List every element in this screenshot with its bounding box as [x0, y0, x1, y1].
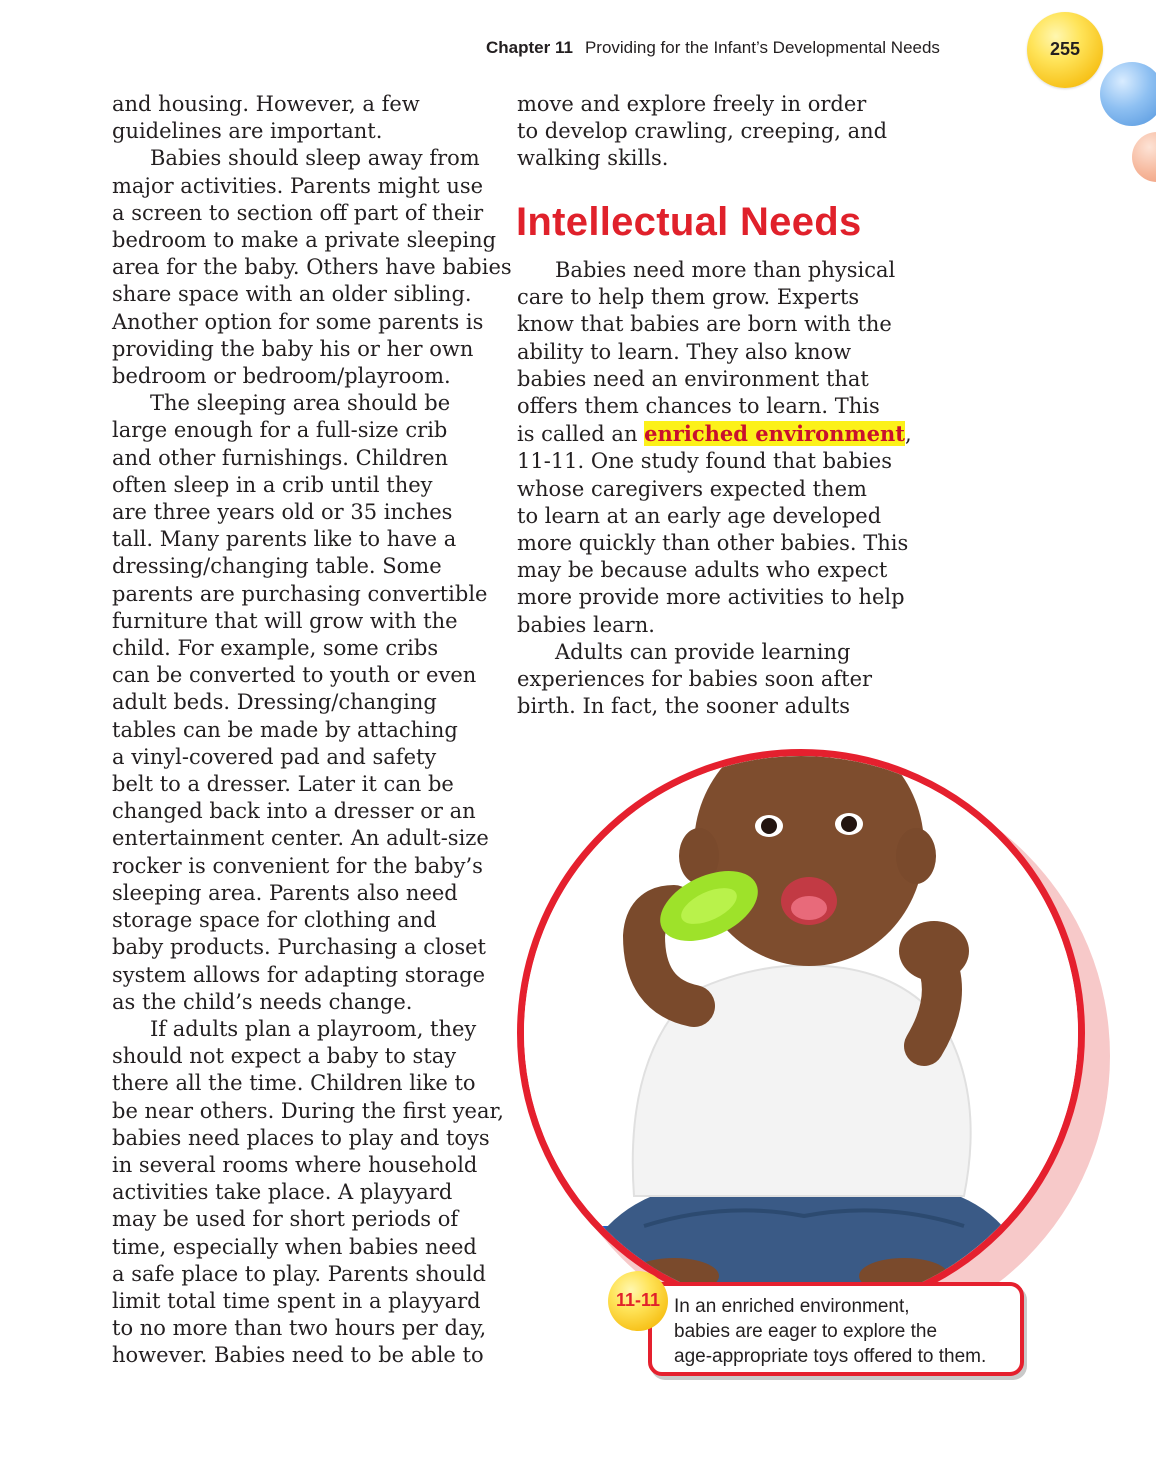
text-fragment: is called an — [517, 422, 645, 447]
text-line: in several rooms where household — [112, 1152, 478, 1177]
text-line: experiences for babies soon after — [517, 667, 873, 692]
text-line: parents are purchasing convertible — [112, 581, 488, 606]
text-line: ability to learn. They also know — [517, 339, 852, 364]
text-line: The sleeping area should be — [150, 391, 451, 416]
text-line: babies learn. — [517, 612, 655, 637]
running-header — [486, 38, 940, 58]
text-line: rocker is convenient for the baby’s — [112, 853, 483, 878]
paragraph — [517, 91, 897, 173]
text-line: move and explore freely in order — [517, 92, 867, 116]
right-column-body — [517, 257, 912, 720]
text-line: tall. Many parents like to have a — [112, 527, 457, 552]
text-line: often sleep in a crib until they — [112, 472, 433, 497]
text-line: and other furnishings. Children — [112, 445, 449, 470]
text-line: dressing/changing table. Some — [112, 554, 442, 579]
section-heading: Intellectual Needs — [516, 200, 862, 244]
caption-line: In an enriched environment, — [674, 1296, 910, 1317]
text-line: tables can be made by attaching — [112, 717, 458, 742]
text-line: babies need places to play and toys — [112, 1125, 490, 1150]
figure-photo-baby — [517, 749, 1085, 1317]
text-line: care to help them grow. Experts — [517, 285, 860, 310]
text-line: Adults can provide learning — [555, 639, 851, 664]
text-line: a safe place to play. Parents should — [112, 1261, 486, 1286]
chapter-label: Chapter 11 — [486, 38, 573, 57]
text-line: more quickly than other babies. This — [517, 531, 909, 556]
text-line: may be used for short periods of — [112, 1207, 459, 1232]
text-line: sleeping area. Parents also need — [112, 880, 458, 905]
text-line: belt to a dresser. Later it can be — [112, 772, 454, 797]
baby-illustration — [524, 756, 1078, 1310]
paragraph — [112, 91, 482, 145]
right-column-top — [517, 91, 897, 173]
text-line: to no more than two hours per day, — [112, 1316, 487, 1341]
text-line: large enough for a full-size crib — [112, 418, 448, 443]
text-line: there all the time. Children like to — [112, 1071, 476, 1096]
figure-number: 11-11 — [615, 1290, 661, 1310]
left-column — [112, 91, 512, 1370]
figure-number-badge — [608, 1271, 668, 1331]
figure-caption — [674, 1294, 1024, 1369]
text-line: to develop crawling, creeping, and — [517, 119, 888, 144]
text-line: can be converted to youth or even — [112, 663, 477, 688]
text-line: should not expect a baby to stay — [112, 1044, 457, 1069]
text-line: birth. In fact, the sooner adults — [517, 694, 851, 719]
text-line: more provide more activities to help — [517, 585, 905, 610]
text-line: know that babies are born with the — [517, 312, 892, 337]
text-line: major activities. Parents might use — [112, 173, 484, 198]
text-line: entertainment center. An adult-size — [112, 826, 489, 851]
key-term-highlight: enriched environment — [644, 421, 905, 447]
text-line: baby products. Purchasing a closet — [112, 935, 486, 960]
text-line: walking skills. — [517, 146, 669, 171]
text-line: a screen to section off part of their — [112, 200, 484, 225]
text-line: time, especially when babies need — [112, 1234, 477, 1259]
paragraph — [517, 639, 897, 721]
text-line: guidelines are important. — [112, 119, 383, 144]
text-line: providing the baby his or her own — [112, 336, 474, 361]
text-line: may be because adults who expect — [517, 558, 888, 583]
text-line: 11-11. One study found that babies — [517, 449, 892, 474]
text-line: however. Babies need to be able to — [112, 1343, 484, 1368]
text-line: system allows for adapting storage — [112, 962, 486, 987]
text-line: to learn at an early age developed — [517, 503, 882, 528]
text-line: Another option for some parents is — [112, 309, 484, 334]
paragraph — [112, 1016, 504, 1370]
caption-line: babies are eager to explore the — [674, 1321, 938, 1342]
text-fragment: , — [904, 422, 912, 447]
page-number-badge — [1027, 12, 1103, 88]
text-line: area for the baby. Others have babies — [112, 255, 512, 280]
text-line: a vinyl-covered pad and safety — [112, 744, 437, 769]
decorative-blue-circle — [1100, 62, 1156, 126]
text-line: adult beds. Dressing/changing — [112, 690, 437, 715]
text-line: changed back into a dresser or an — [112, 799, 476, 824]
text-line: babies need an environment that — [517, 366, 869, 391]
text-line: be near others. During the first year, — [112, 1098, 504, 1123]
text-line: If adults plan a playroom, they — [150, 1016, 477, 1041]
text-line: Babies should sleep away from — [150, 146, 480, 171]
text-line: Babies need more than physical — [555, 258, 896, 282]
decorative-peach-circle — [1132, 132, 1156, 182]
text-line — [517, 420, 912, 448]
caption-line: age-appropriate toys offered to them. — [674, 1346, 987, 1367]
text-line: limit total time spent in a playyard — [112, 1288, 481, 1313]
text-line: storage space for clothing and — [112, 908, 437, 933]
text-line: activities take place. A playyard — [112, 1180, 453, 1205]
text-line: bedroom or bedroom/playroom. — [112, 364, 451, 389]
text-line: child. For example, some cribs — [112, 636, 439, 661]
text-line: furniture that will grow with the — [112, 608, 458, 633]
text-line: are three years old or 35 inches — [112, 500, 453, 525]
paragraph — [112, 145, 512, 390]
text-line: offers them chances to learn. This — [517, 394, 880, 419]
text-line: whose caregivers expected them — [517, 476, 867, 501]
paragraph — [517, 257, 912, 639]
page-number: 255 — [1049, 39, 1081, 59]
paragraph — [112, 390, 489, 1016]
chapter-title: Providing for the Infant’s Developmental Needs — [584, 38, 940, 57]
text-line: and housing. However, a few — [112, 92, 420, 116]
text-line: bedroom to make a private sleeping — [112, 228, 497, 253]
text-line: as the child’s needs change. — [112, 989, 413, 1014]
text-line: share space with an older sibling. — [112, 282, 472, 307]
